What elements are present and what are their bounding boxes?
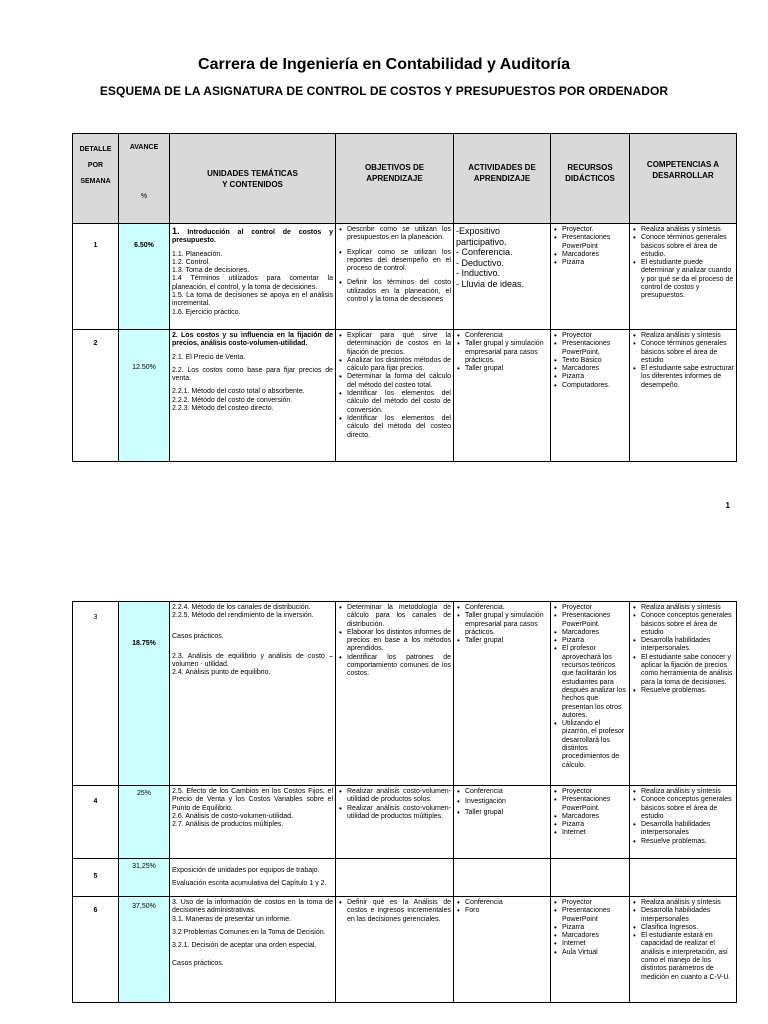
objetivos-cell: • Describir como se utilizan los presupuestos en la planeación. • Explicar como se utilizan los reportes del desempeño en el proceso de control. • Definir los términos del costo utilizados en la planeación, el control y la toma de decisiones [336,224,454,330]
objetivos-cell: • Realizar análisis costo-volumen-utilidad de productos solos. • Realizar análisis costo-volumen-utilidad de productos múltiples. [336,786,454,859]
actividades-cell [454,859,551,897]
header-avance: AVANCE % [119,134,170,224]
objetivos-cell: • Definir qué es la Análisis de costos e ingresos incrementales en las decisiones gerenciales. [336,897,454,1003]
semana-cell: 2 [73,330,119,462]
objetivos-cell: • Determinar la metodología de cálculo para los canales de distribución. • Elaborar los distintos informes de precios en base a los métodos aprendidos. • Identificar los patrones de comportamiento comunes de los costos. [336,602,454,786]
unidades-cell: 2. Los costos y su influencia en la fijación de precios, análisis costo-volumen-utilidad. 2.1. El Precio de Venta. 2.2. Los costos como base para fijar precios de venta. 2.2.1. Método del costo total o absorbente. 2.2.2. Método del costo de conversión. 2.2.3. Método del costeo directo. [170,330,336,462]
unidades-cell: 1. Introducción al control de costos y presupuesto. 1.1. Planeación. 1.2. Control. 1.3. Toma de decisiones. 1.4 Términos utilizados para comentar la planeación, el control, y la toma de decisiones. 1.5. La toma de decisiones se apoya en el análisis incremental. 1.6. Ejercicio práctico. [170,224,336,330]
table-row [73,859,737,897]
recursos-cell: • Proyector • Presentaciones PowerPoint. • Marcadores • Pizarra • El profesor aprovechará los recursos teóricos que facilitarán los estudiantes para después analizar los hechos que presentan los otros autores. • Utilizando el pizarrón, el profesor desarrollará los distintos procedimientos de cálculo. [551,602,630,786]
document-title: Carrera de Ingeniería en Contabilidad y Auditoría [198,56,570,73]
objetivos-cell: • Explicar para qué sirve la determinación de costos en la fijación de precios. • Analizar los distintos métodos de cálculo para fijar precios. • Determinar la forma del cálculo del método del costeo total. • Identificar los elementos del cálculo del método del costo de conversión. • Identificar los elementos del cálculo del método del costeo directo. [336,330,454,462]
table-row [73,786,737,859]
unidades-cell: 2.5. Efecto de los Cambios en los Costos Fijos, el Precio de Venta y los Costos Variables sobre el Punto de Equilibrio. 2.6. Análisis de costo-volumen-utilidad. 2.7. Análisis de productos múltiples. [170,786,336,859]
semana-cell: 3 [73,602,119,786]
header-detalle: DETALLE POR SEMANA [73,134,119,224]
page-number: 1 [725,501,730,510]
actividades-cell: -Expositivo participativo. - Conferencia. - Deductivo. - Inductivo. - Lluvia de ideas. [454,224,551,330]
header-actividades: ACTIVIDADES DE APRENDIZAJE [454,134,551,224]
semana-cell: 6 [73,897,119,1003]
avance-cell: 25% [119,786,170,859]
competencias-cell [630,859,737,897]
competencias-cell: • Realiza análisis y síntesis • Conoce términos generales básicos sobre el área de estudio. • El estudiante puede determinar y analizar cuando y por qué se da el proceso de control de costos y presupuestos. [630,224,737,330]
competencias-cell: • Realiza análisis y síntesis • Desarrolla habilidades interpersonales • Clasifica Ingresos. • El estudiante estará en capacidad de realizar el análisis e interpretación, así como el manejo de los distintos parámetros de medición en cuanto a C-V-U. [630,897,737,1003]
objetivos-cell [336,859,454,897]
recursos-cell: • Proyector • Presentaciones PowerPoint. • Marcadores • Pizarra • Internet [551,786,630,859]
recursos-cell: • Proyector • Presentaciones PowerPoint • Pizarra • Marcadores • Internet • Aula Virtual [551,897,630,1003]
table-row [73,602,737,786]
competencias-cell: • Realiza análisis y síntesis • Conoce términos generales básicos sobre el área de estudio • El estudiante sabe estructurar los diferentes informes de desempeño. [630,330,737,462]
unidades-cell: 3. Uso de la información de costos en la toma de decisiones administrativas. 3.1. Maneras de presentar un informe. 3.2 Problemas Comunes en la Toma de Decisión. 3.2.1. Decisión de aceptar una orden especial. Casos prácticos. [170,897,336,1003]
semana-cell: 5 [73,859,119,897]
syllabus-table-1 [72,133,737,462]
competencias-cell: • Realiza análisis y síntesis • Conoce conceptos generales básicos sobre el área de estudio • Desarrolla habilidades interpersonales. • El estudiante sabe conocer y aplicar la fijación de precios como herramienta de análisis para la toma de decisiones. • Resuelve problemas. [630,602,737,786]
unidades-cell: Exposición de unidades por equipos de trabajo. Evaluación escrita acumulativa del Capítulo 1 y 2. [170,859,336,897]
actividades-cell: • Conferencia • Taller grupal y simulación empresarial para casos prácticos. • Taller grupal [454,330,551,462]
semana-cell: 4 [73,786,119,859]
table-row [73,330,737,462]
semana-cell: 1 [73,224,119,330]
competencias-cell: • Realiza análisis y síntesis • Conoce conceptos generales básicos sobre el área de estudio • Desarrolla habilidades interpersonales • Resuelve problemas. [630,786,737,859]
header-unidades: UNIDADES TEMÁTICAS Y CONTENIDOS [170,134,336,224]
avance-cell: 31,25% [119,859,170,897]
actividades-cell: • Conferencia • Investigación • Taller grupal [454,786,551,859]
avance-cell: 12.50% [119,330,170,462]
unidades-cell: 2.2.4. Método de los canales de distribución. 2.2.5. Método del rendimiento de la inversión. Casos prácticos. 2.3. Análisis de equilibrio y análisis de costo – volumen - utilidad. 2.4. Análisis punto de equilibrio. [170,602,336,786]
recursos-cell: • Proyector • Presentaciones PowerPoint, • Texto Básico • Marcadores • Pizarra • Computadores. [551,330,630,462]
document-subtitle: ESQUEMA DE LA ASIGNATURA DE CONTROL DE COSTOS Y PRESUPUESTOS POR ORDENADOR [99,84,669,98]
table-row [73,224,737,330]
recursos-cell [551,859,630,897]
avance-cell: 37,50% [119,897,170,1003]
syllabus-table-2 [72,601,737,1003]
header-recursos: RECURSOS DIDÁCTICOS [551,134,630,224]
header-row [73,134,737,224]
recursos-cell: • Proyector. • Presentaciones PowerPoint • Marcadores • Pizarra [551,224,630,330]
actividades-cell: • Conferencia. • Taller grupal y simulación empresarial para casos prácticos. • Taller grupal [454,602,551,786]
header-objetivos: OBJETIVOS DE APRENDIZAJE [336,134,454,224]
header-competencias: COMPETENCIAS A DESARROLLAR [630,134,737,224]
avance-cell: 6.50% [119,224,170,330]
actividades-cell: • Conferencia • Foro [454,897,551,1003]
table-row [73,897,737,1003]
avance-cell: 18.75% [119,602,170,786]
